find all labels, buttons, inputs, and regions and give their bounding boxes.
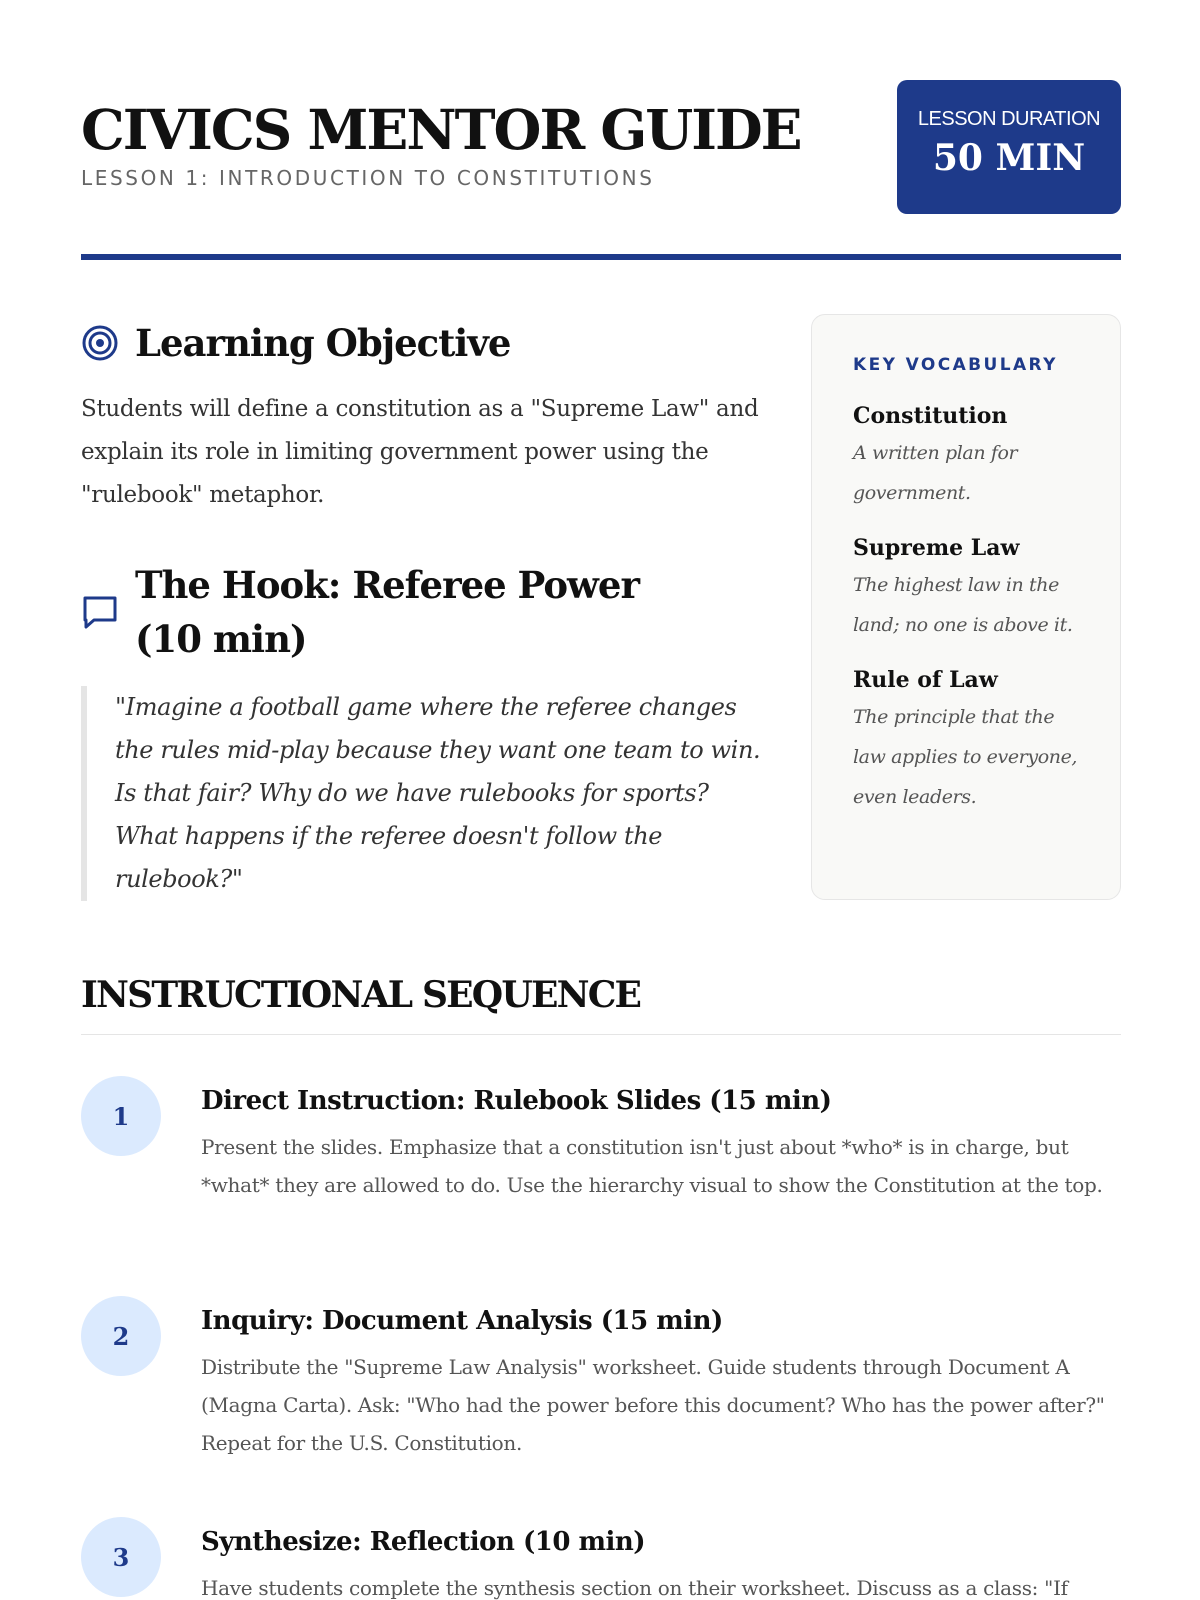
sequence-divider (81, 1034, 1121, 1035)
step-description: Present the slides. Emphasize that a constitution isn't just about *who* is in charge, but *what* they are allowed to do. Use the hierarchy visual to show the Constitution at the top. (201, 1135, 1103, 1197)
guide-header (81, 80, 1121, 256)
target-icon (81, 324, 119, 362)
key-vocabulary-card (811, 314, 1121, 900)
step-title: Direct Instruction: Rulebook Slides (15 min) (201, 1086, 832, 1116)
vocabulary-definition: A written plan for government. (853, 442, 1018, 504)
vocabulary-item (853, 663, 1080, 817)
vocabulary-term: Rule of Law (853, 667, 998, 693)
instructional-sequence-title: INSTRUCTIONAL SEQUENCE (81, 974, 641, 1016)
step-body (201, 1302, 1121, 1462)
lesson-subtitle: LESSON 1: INTRODUCTION TO CONSTITUTIONS (81, 166, 655, 190)
step-description: Have students complete the synthesis section on their worksheet. Discuss as a class: "If (201, 1576, 1068, 1600)
duration-value: 50 MIN (932, 137, 1086, 179)
vocabulary-definition: The principle that the law applies to everyone, even leaders. (853, 706, 1078, 808)
page-title: CIVICS MENTOR GUIDE (81, 97, 801, 162)
step-description: Distribute the "Supreme Law Analysis" worksheet. Guide students through Document A (Magna Carta). Ask: "Who had the power before this document? Who has the power after?" Repeat for the U.S. Constitution. (201, 1355, 1105, 1455)
mentor-guide-page (81, 0, 1121, 1600)
step-title: Inquiry: Document Analysis (15 min) (201, 1306, 723, 1336)
vocabulary-definition: The highest law in the land; no one is above it. (853, 574, 1073, 636)
learning-objective-title: Learning Objective (135, 321, 511, 365)
step-title: Synthesize: Reflection (10 min) (201, 1527, 646, 1557)
vocabulary-term: Constitution (853, 403, 1008, 429)
vocabulary-heading: KEY VOCABULARY (853, 355, 1058, 375)
speech-bubble-icon (81, 593, 119, 631)
vocabulary-item (853, 531, 1080, 645)
duration-label: LESSON DURATION (917, 108, 1101, 130)
lesson-duration-badge (897, 80, 1121, 214)
hook-title: The Hook: Referee Power (10 min) (135, 563, 639, 661)
step-body (201, 1082, 1121, 1204)
hook-heading (81, 558, 695, 666)
learning-objective-text: Students will define a constitution as a "Supreme Law" and explain its role in limiting government power using the "rulebook" metaphor. (81, 396, 759, 508)
step-number-badge: 1 (81, 1076, 161, 1156)
hook-quote: "Imagine a football game where the referee changes the rules mid-play because they want one team to win. Is that fair? Why do we have rulebooks for sports? What happens if the referee doesn't follow the rulebook?" (81, 686, 761, 901)
header-divider (81, 254, 1121, 260)
step-number-badge: 2 (81, 1296, 161, 1376)
learning-objective-heading (81, 316, 510, 370)
step-body (201, 1523, 1121, 1600)
vocabulary-item (853, 399, 1080, 513)
vocabulary-term: Supreme Law (853, 535, 1020, 561)
step-number-badge: 3 (81, 1517, 161, 1597)
